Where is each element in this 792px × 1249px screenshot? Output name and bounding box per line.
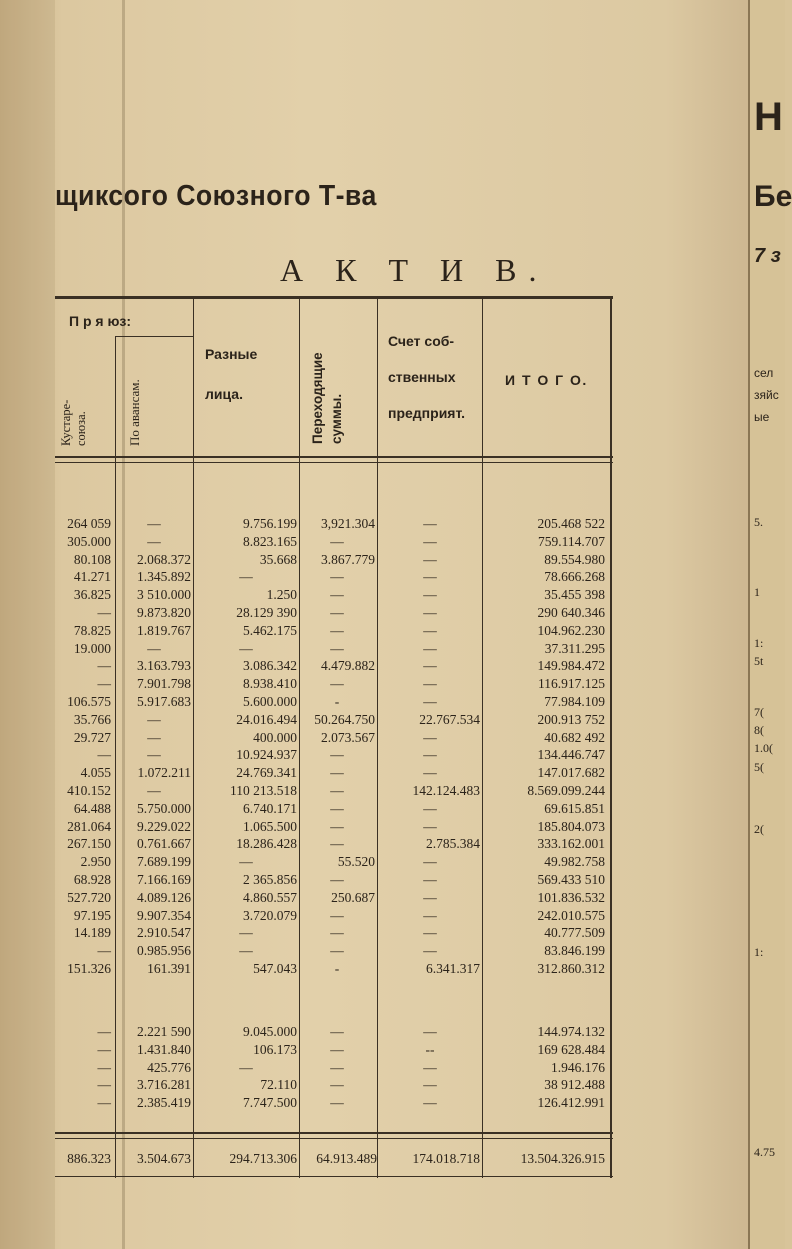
cell-total: 40.682 492 [544,729,605,745]
cell-transit: — [330,907,344,923]
cell-kustar: 78.825 [73,622,111,638]
cell-transit: — [330,1024,344,1039]
cell-kustar: 80.108 [73,551,111,567]
cell-kustar: — [97,747,111,763]
cell-total: 1.946.176 [551,1059,605,1075]
cell-various: 4.860.557 [243,889,297,905]
cell-total: 149.984.472 [537,658,605,674]
cell-various: 9.045.000 [243,1024,297,1039]
cell-own: 22.767.534 [419,711,480,727]
cell-various: 28.129 390 [236,605,297,620]
cell-kustar: — [97,1077,111,1093]
cell-total: 333.162.001 [537,836,605,852]
cell-various: — [239,854,253,870]
cell-various: 24.016.494 [236,711,297,727]
total-own: 174.018.718 [412,1151,480,1166]
cell-kustar: — [97,658,111,674]
cell-advances: 9.873.820 [137,605,191,620]
cell-kustar: 305.000 [67,533,111,549]
cell-total: 169 628.484 [537,1041,605,1057]
cell-transit: 50.264.750 [314,711,375,727]
cell-various: — [239,1059,253,1075]
cell-kustar: — [97,605,111,620]
cell-own: — [423,533,437,549]
cell-kustar: 19.000 [73,640,111,656]
cell-total: 312.860.312 [537,961,605,976]
cell-advances: — [147,729,161,745]
cell-total: 200.913 752 [537,711,605,727]
cell-total: 35.455 398 [544,587,605,603]
cell-own: — [423,854,437,870]
cell-total: 147.017.682 [537,765,605,781]
cell-own: — [423,889,437,905]
cell-transit: - [334,694,340,709]
adjacent-value: 5t [754,654,764,668]
header-kustar: Кустаре- союза. [59,399,88,446]
adjacent-title-2: Бе [754,180,792,213]
cell-various: — [239,640,253,656]
cell-total: 40.777.509 [544,925,605,941]
cell-advances: 1.819.767 [137,622,191,638]
cell-kustar: — [97,943,111,959]
cell-total: 116.917.125 [538,676,605,692]
cell-kustar: 4.055 [80,765,111,781]
cell-total: 38 912.488 [544,1077,605,1093]
cell-kustar: 29.727 [73,729,111,745]
cell-advances: 7.901.798 [137,676,191,692]
cell-transit: — [330,872,344,887]
cell-total: 77.984.109 [544,694,605,709]
cell-advances: 2.910.547 [137,925,191,941]
cell-various: 5.462.175 [243,622,297,638]
cell-own: — [423,516,437,531]
cell-advances: 9.907.354 [137,907,191,923]
cell-own: — [423,658,437,674]
cell-own: — [423,747,437,763]
adjacent-text-3: ые [754,410,770,424]
cell-total: 759.114.707 [538,533,605,549]
cell-kustar: 64.488 [73,800,111,816]
adjacent-value: 1: [754,945,764,959]
cell-various: 110 213.518 [230,783,297,798]
cell-total: 69.615.851 [544,800,605,816]
cell-transit: — [330,800,344,816]
cell-kustar: 35.766 [73,711,111,727]
adjacent-value: 5. [754,515,763,529]
cell-transit: 55.520 [337,854,375,870]
cell-various: — [239,943,253,959]
cell-kustar: 267.150 [67,836,111,852]
cell-total: 144.974.132 [537,1024,605,1039]
header-transit-sums: Переходящие суммы. [310,352,344,444]
binding-strip [0,0,55,1249]
cell-own: — [423,622,437,638]
cell-own: — [423,1095,437,1111]
cell-own: 2.785.384 [426,836,480,852]
cell-advances: — [147,783,161,798]
cell-kustar: 68.928 [73,872,111,887]
cell-kustar: 151.326 [67,961,111,976]
cell-various: 547.043 [253,961,297,976]
cell-transit: — [330,818,344,834]
cell-transit: — [330,533,344,549]
cell-total: 104.962.230 [537,622,605,638]
adjacent-page [748,0,792,1249]
cell-advances: 5.917.683 [137,694,191,709]
total-various: 294.713.306 [229,1151,297,1166]
adjacent-value: 2( [754,822,764,836]
adjacent-value: 1.0( [754,741,773,755]
cell-transit: — [330,569,344,585]
cell-total: 290 640.346 [537,605,605,620]
cell-transit: — [330,836,344,852]
cell-total: 49.982.758 [544,854,605,870]
cell-kustar: — [97,676,111,692]
total-kustar: 886.323 [67,1151,111,1166]
cell-advances: 2.385.419 [137,1095,191,1111]
cell-kustar: 264 059 [67,516,111,531]
cell-total: 89.554.980 [544,551,605,567]
cell-various: 6.740.171 [243,800,297,816]
cell-transit: — [330,925,344,941]
cell-kustar: 2.950 [80,854,111,870]
cell-various: 7.747.500 [243,1095,297,1111]
cell-own: — [423,872,437,887]
cell-own: — [423,587,437,603]
cell-transit: — [330,676,344,692]
cell-transit: — [330,640,344,656]
cell-total: 37.311.295 [544,640,605,656]
cell-own: — [423,1077,437,1093]
cell-advances: 3 510.000 [137,587,191,603]
cell-advances: 7.689.199 [137,854,191,870]
cell-own: — [423,676,437,692]
cell-advances: 0.761.667 [137,836,191,852]
cell-various: 9.756.199 [243,516,297,531]
cell-various: 35.668 [259,551,297,567]
cell-total: 185.804.073 [537,818,605,834]
cell-advances: 3.163.793 [137,658,191,674]
cell-transit: 2.073.567 [321,729,375,745]
cell-total: 8.569.099.244 [527,783,605,798]
cell-kustar: 281.064 [67,818,111,834]
cell-transit: — [330,605,344,620]
adjacent-value: 1 [754,585,760,599]
adjacent-value: 1: [754,636,764,650]
cell-advances: 2.068.372 [137,551,191,567]
cell-various: 10.924.937 [236,747,297,763]
cell-own: — [423,907,437,923]
cell-advances: — [147,516,161,531]
cell-kustar: 41.271 [73,569,111,585]
total-advances: 3.504.673 [137,1151,191,1166]
cell-advances: 5.750.000 [137,800,191,816]
cell-transit: — [330,747,344,763]
header-total: И Т О Г О. [505,372,588,388]
adjacent-text-1: сел [754,366,774,380]
adjacent-value: 7( [754,705,764,719]
cell-total: 134.446.747 [537,747,605,763]
total-transit: 64.913.489 [316,1151,377,1166]
cell-various: — [239,925,253,941]
cell-total: 569.433 510 [537,872,605,887]
cell-advances: 161.391 [147,961,191,976]
adjacent-number: 7 з [754,245,781,267]
cell-various: 400.000 [253,729,297,745]
cell-advances: 1.431.840 [137,1041,191,1057]
cell-kustar: 106.575 [67,694,111,709]
cell-transit: 3,921.304 [321,516,375,531]
cell-advances: 1.072.211 [137,765,191,781]
cell-kustar: 36.825 [73,587,111,603]
cell-various: 72.110 [260,1077,297,1093]
cell-advances: 9.229.022 [137,818,191,834]
cell-own: — [423,925,437,941]
cell-various: 24.769.341 [236,765,297,781]
header-various-persons: Разные лица. [205,346,258,402]
cell-various: 8.823.165 [243,533,297,549]
cell-advances: 3.716.281 [137,1077,191,1093]
cell-kustar: 527.720 [67,889,111,905]
cell-kustar: — [97,1095,111,1111]
cell-own: — [423,800,437,816]
cell-total: 126.412.991 [537,1095,605,1111]
cell-various: 3.720.079 [243,907,297,923]
grand-total: 13.504.326.915 [520,1151,605,1166]
cell-advances: 1.345.892 [137,569,191,585]
cell-own: — [423,765,437,781]
cell-advances: 2.221 590 [137,1024,191,1039]
cell-advances: — [147,533,161,549]
cell-various: 3.086.342 [243,658,297,674]
cell-own: — [423,605,437,620]
cell-advances: 0.985.956 [137,943,191,959]
cell-advances: 425.776 [147,1059,191,1075]
section-title: А К Т И В. [280,252,549,288]
adjacent-title-1: Н [754,95,783,139]
cell-own: — [423,551,437,567]
cell-transit: — [330,622,344,638]
cell-various: 8.938.410 [243,676,297,692]
cell-own: 6.341.317 [426,961,480,976]
header-advances: По авансам. [127,379,142,446]
cell-transit: — [330,1041,344,1057]
cell-own: — [423,640,437,656]
cell-transit: — [330,1077,344,1093]
cell-transit: — [330,1095,344,1111]
cell-advances: — [147,640,161,656]
cell-transit: 250.687 [331,889,375,905]
cell-kustar: 14.189 [73,925,111,941]
header-own-enterprises: Счет соб- ственных предприят. [388,333,465,421]
cell-own: — [423,569,437,585]
cell-various: — [239,569,253,585]
cell-total: 83.846.199 [544,943,605,959]
cell-total: 205.468 522 [537,516,605,531]
cell-transit: — [330,783,344,798]
cell-own: — [423,694,437,709]
cell-total: 242.010.575 [537,907,605,923]
cell-own: — [423,1059,437,1075]
cell-kustar: — [97,1059,111,1075]
cell-various: 18.286.428 [236,836,297,852]
cell-advances: 7.166.169 [137,872,191,887]
adjacent-value: 5( [754,760,764,774]
cell-various: 2 365.856 [243,872,297,887]
adjacent-total: 4.75 [754,1145,775,1159]
cell-own: -- [425,1041,435,1057]
cell-advances: 4.089.126 [137,889,191,905]
cell-total: 101.836.532 [537,889,605,905]
adjacent-text-2: зяйс [754,388,779,402]
cell-kustar: — [97,1024,111,1039]
adjacent-value: 8( [754,723,764,737]
cell-total: 78.666.268 [544,569,605,585]
cell-transit: 4.479.882 [321,658,375,674]
cell-own: 142.124.483 [412,783,480,798]
cell-transit: 3.867.779 [321,551,375,567]
page-title: щиксого Союзного Т-ва [55,180,377,212]
cell-various: 5.600.000 [243,694,297,709]
cell-kustar: — [97,1041,111,1057]
cell-own: — [423,818,437,834]
cell-various: 106.173 [253,1041,297,1057]
cell-transit: — [330,943,344,959]
group-header: П р я юз: [69,313,132,329]
balance-table [55,296,613,1178]
cell-transit: — [330,1059,344,1075]
cell-transit: — [330,587,344,603]
cell-transit: - [334,961,340,976]
cell-various: 1.065.500 [243,818,297,834]
cell-advances: — [147,711,161,727]
cell-own: — [423,1024,437,1039]
cell-advances: — [147,747,161,763]
cell-kustar: 97.195 [73,907,111,923]
cell-own: — [423,729,437,745]
cell-various: 1.250 [266,587,297,603]
cell-kustar: 410.152 [67,783,111,798]
cell-transit: — [330,765,344,781]
cell-own: — [423,943,437,959]
